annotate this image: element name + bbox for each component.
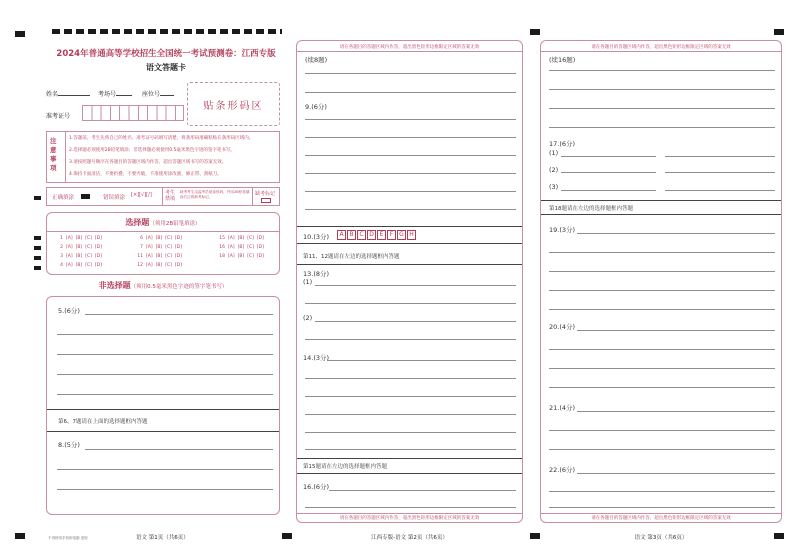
mcq-option-bubble[interactable]: [D]: [94, 236, 102, 241]
mcq-option-bubble[interactable]: [B]: [75, 254, 83, 259]
mcq-question-number: 6: [140, 236, 143, 241]
answer-line[interactable]: [561, 156, 656, 157]
answer-line[interactable]: [57, 469, 273, 470]
page3-bottom-note: 请在各题目的答题区域内作答，超出黑色矩形边框限定区域的答案无效: [591, 516, 731, 521]
answer-line[interactable]: [561, 172, 656, 173]
mcq-option-bubble[interactable]: [A]: [146, 254, 153, 259]
mcq-question-number: 4: [60, 263, 63, 268]
answer-line[interactable]: [305, 339, 516, 340]
mcq-option-bubble[interactable]: [D]: [174, 245, 182, 250]
question-13-part-2: (2): [303, 314, 313, 322]
answer-line[interactable]: [549, 387, 775, 388]
answer-line[interactable]: [315, 285, 516, 286]
option-letter-box[interactable]: A: [337, 230, 346, 240]
mcq-question-row: [55, 236, 105, 241]
mcq-option-bubble[interactable]: [B]: [237, 245, 245, 250]
timing-mark: [34, 266, 41, 270]
seat-field[interactable]: 座位号: [142, 89, 174, 98]
registration-mark: [774, 29, 784, 35]
mcq-option-bubble[interactable]: [D]: [94, 245, 102, 250]
mcq-option-bubble[interactable]: [D]: [256, 236, 264, 241]
registration-mark: [15, 31, 25, 37]
registration-mark: [530, 533, 540, 539]
option-letter-box[interactable]: C: [357, 230, 366, 240]
question-17-part-3: (3): [549, 183, 559, 191]
mcq-option-bubble[interactable]: [D]: [256, 254, 264, 259]
note-q15: 第15题请在左边的选择题框内答题: [303, 464, 387, 470]
absent-label: 考生禁填: [165, 190, 176, 202]
note-line: 1.答题前，考生先将自己的姓名、准考证号码填写清楚，将条形码准确粘贴在条形码区域内。: [69, 136, 254, 141]
question-17-label: 17.(6分): [549, 140, 576, 148]
answer-line[interactable]: [305, 191, 516, 192]
mcq-title: 选择题（须用2B铅笔填涂）: [125, 218, 201, 227]
wrong-fill-example: [×][√][/]: [131, 192, 152, 198]
question-17-part-1: (1): [549, 149, 559, 157]
answer-line[interactable]: [549, 70, 775, 71]
answer-line[interactable]: [327, 360, 516, 361]
question-19-label: 19.(3分): [549, 226, 576, 234]
question-13-label: 13.(8分): [303, 270, 330, 278]
question-8-label: 8.(5分): [58, 441, 80, 449]
answer-line[interactable]: [665, 156, 775, 157]
answer-line[interactable]: [305, 378, 516, 379]
page2-top-note: 请在各题目的答题区域内作答，超出黑色矩形边框限定区域的答案无效: [339, 45, 480, 50]
option-letter-box[interactable]: D: [367, 230, 376, 240]
mcq-option-bubble[interactable]: [C]: [165, 263, 172, 268]
answer-line[interactable]: [305, 137, 516, 138]
page-2: [296, 40, 523, 523]
mcq-option-bubble[interactable]: [A]: [66, 236, 73, 241]
mcq-question-number: 7: [140, 245, 143, 250]
answer-line[interactable]: [549, 449, 775, 450]
answer-line[interactable]: [85, 449, 273, 450]
mcq-question-row: [55, 254, 105, 259]
mcq-question-row: [55, 263, 105, 268]
answer-line[interactable]: [577, 330, 775, 331]
answer-line[interactable]: [577, 473, 775, 474]
mcq-question-row: [217, 254, 267, 259]
exam-title: 2024年普通高等学校招生全国统一考试预测卷：江西专版: [56, 49, 276, 59]
timing-mark: [34, 196, 41, 200]
registration-mark: [530, 29, 540, 35]
continued-q16: (续16题): [549, 56, 576, 64]
mcq-option-bubble[interactable]: [B]: [75, 236, 83, 241]
option-letter-box[interactable]: H: [407, 230, 416, 240]
mcq-option-bubble[interactable]: [A]: [66, 263, 73, 268]
mcq-question-number: 1: [60, 236, 63, 241]
notes-title: 注意事项: [50, 137, 57, 172]
mcq-option-bubble[interactable]: [D]: [174, 236, 182, 241]
answer-line[interactable]: [549, 491, 775, 492]
answer-line[interactable]: [57, 374, 273, 375]
question-5-label: 5.(6分): [58, 307, 80, 315]
question-17-part-2: (2): [549, 166, 559, 174]
mcq-option-bubble[interactable]: [B]: [155, 236, 163, 241]
mcq-option-bubble[interactable]: [C]: [85, 254, 92, 259]
nonmcq-title: 非选择题（须用0.5毫米黑色字迹的签字笔书写）: [98, 281, 228, 290]
page-3: [540, 40, 782, 523]
mcq-question-row: [217, 245, 267, 250]
note-q11-12: 第11、12题请在左边的选择题框内答题: [303, 254, 400, 260]
answer-line[interactable]: [57, 354, 273, 355]
answer-line[interactable]: [305, 119, 516, 120]
mcq-option-bubble[interactable]: [D]: [256, 245, 264, 250]
answer-line[interactable]: [549, 368, 775, 369]
question-9-label: 9.(6分): [305, 103, 327, 111]
answer-line[interactable]: [57, 489, 273, 490]
exam-id-grid[interactable]: [82, 105, 184, 121]
mcq-option-bubble[interactable]: [B]: [75, 245, 83, 250]
mcq-option-bubble[interactable]: [A]: [146, 245, 153, 250]
mcq-option-bubble[interactable]: [D]: [174, 263, 182, 268]
answer-line[interactable]: [549, 349, 775, 350]
mcq-question-number: 3: [60, 254, 63, 259]
mcq-option-bubble[interactable]: [C]: [165, 254, 172, 259]
option-letter-box[interactable]: E: [377, 230, 386, 240]
mcq-option-bubble[interactable]: [C]: [247, 254, 254, 259]
note-q18: 第18题请在左边的选择题框内答题: [549, 206, 633, 212]
mcq-option-bubble[interactable]: [B]: [155, 263, 163, 268]
mcq-option-bubble[interactable]: [A]: [66, 245, 73, 250]
answer-line[interactable]: [305, 449, 516, 450]
option-letter-box[interactable]: B: [347, 230, 356, 240]
mcq-option-bubble[interactable]: [A]: [228, 245, 235, 250]
note-line: 2.选择题必须使用2B铅笔填涂；非选择题必须使用0.5毫米黑色字迹的签字笔书写。: [69, 148, 235, 153]
name-field[interactable]: 姓名: [46, 89, 90, 98]
answer-line[interactable]: [305, 92, 516, 93]
notes-box: [46, 131, 280, 183]
timing-mark: [34, 256, 41, 260]
mcq-option-bubble[interactable]: [D]: [94, 263, 102, 268]
answer-line[interactable]: [315, 321, 516, 322]
mcq-question-row: [135, 236, 185, 241]
answer-line[interactable]: [305, 303, 516, 304]
answer-line[interactable]: [549, 271, 775, 272]
room-field[interactable]: 考场号: [98, 89, 132, 98]
answer-line[interactable]: [549, 108, 775, 109]
mcq-question-number: 2: [60, 245, 63, 250]
mcq-question-row: [55, 245, 105, 250]
mcq-option-bubble[interactable]: [C]: [85, 236, 92, 241]
answer-line[interactable]: [85, 314, 273, 315]
mcq-option-bubble[interactable]: [B]: [237, 254, 245, 259]
answer-line[interactable]: [57, 394, 273, 395]
answer-line[interactable]: [305, 432, 516, 433]
mcq-question-number: 18: [219, 254, 225, 259]
answer-line[interactable]: [305, 173, 516, 174]
exam-id-label: 准考证号: [46, 113, 71, 120]
wrong-fill-label: 错误填涂: [103, 195, 126, 201]
continued-q8: (续8题): [305, 56, 328, 64]
mcq-option-bubble[interactable]: [A]: [228, 236, 235, 241]
page2-bottom-note: 请在各题目的答题区域内作答，超出黑色矩形边框限定区域的答案无效: [339, 516, 480, 521]
answer-line[interactable]: [665, 172, 775, 173]
mcq-option-bubble[interactable]: [C]: [165, 245, 172, 250]
answer-line[interactable]: [549, 290, 775, 291]
answer-line[interactable]: [305, 209, 516, 210]
question-14-label: 14.(3分): [303, 354, 330, 362]
answer-line[interactable]: [577, 233, 775, 234]
mcq-question-row: [135, 245, 185, 250]
mcq-option-bubble[interactable]: [B]: [75, 263, 83, 268]
mcq-option-bubble[interactable]: [C]: [247, 245, 254, 250]
answer-line[interactable]: [549, 309, 775, 310]
answer-line[interactable]: [305, 73, 516, 74]
answer-line[interactable]: [305, 414, 516, 415]
answer-line[interactable]: [665, 190, 775, 191]
option-letter-box[interactable]: F: [387, 230, 396, 240]
answer-line[interactable]: [305, 155, 516, 156]
answer-line[interactable]: [549, 89, 775, 90]
answer-line[interactable]: [549, 507, 775, 508]
question-22-label: 22.(6分): [549, 466, 576, 474]
mcq-question-number: 11: [137, 254, 143, 259]
answer-line[interactable]: [549, 127, 775, 128]
mcq-question-row: [135, 254, 185, 259]
question-16-label: 16.(6分): [303, 483, 330, 491]
timing-marks-top: [52, 29, 282, 34]
page2-footer: 江西专版-语文 第2页（共6页）: [371, 535, 448, 541]
mcq-option-bubble[interactable]: [C]: [247, 236, 254, 241]
answer-line[interactable]: [57, 334, 273, 335]
option-letter-row: [337, 230, 417, 240]
note-q6-7: 第6、7题请在上面的选择题框内答题: [58, 419, 148, 425]
mcq-option-bubble[interactable]: [A]: [146, 236, 153, 241]
answer-line[interactable]: [549, 252, 775, 253]
mcq-question-row: [217, 236, 267, 241]
mcq-option-bubble[interactable]: [B]: [237, 236, 245, 241]
mcq-question-number: 15: [219, 236, 225, 241]
timing-mark: [34, 246, 41, 250]
mcq-panel: [46, 212, 280, 275]
mcq-option-bubble[interactable]: [D]: [174, 254, 182, 259]
answer-line[interactable]: [305, 396, 516, 397]
mcq-option-bubble[interactable]: [C]: [85, 245, 92, 250]
answer-line[interactable]: [549, 430, 775, 431]
registration-mark: [15, 533, 25, 539]
barcode-area: [187, 82, 280, 126]
mcq-option-bubble[interactable]: [B]: [155, 254, 163, 259]
mcq-option-bubble[interactable]: [A]: [146, 263, 153, 268]
mcq-option-bubble[interactable]: [C]: [165, 236, 172, 241]
answer-line[interactable]: [561, 190, 656, 191]
question-20-label: 20.(4分): [549, 323, 576, 331]
correct-fill-label: 正确填涂: [52, 195, 75, 201]
mcq-question-row: [135, 263, 185, 268]
question-21-label: 21.(4分): [549, 404, 576, 412]
mcq-option-bubble[interactable]: [D]: [94, 254, 102, 259]
absent-mark-label: 缺考标记: [255, 191, 276, 197]
absent-note: 缺考考生由监考员贴条形码，并用2B铅笔填涂右边的缺考标记。: [180, 190, 250, 199]
answer-line[interactable]: [305, 507, 516, 508]
mcq-question-number: 16: [219, 245, 225, 250]
page1-footer: 语文 第1页（共6页）: [136, 535, 189, 541]
mcq-option-bubble[interactable]: [A]: [66, 254, 73, 259]
barcode-label: 贴条形码区: [203, 100, 264, 112]
registration-mark: [282, 533, 292, 539]
card-subtitle: 语文答题卡: [146, 63, 186, 72]
answer-line[interactable]: [329, 490, 516, 491]
question-10-label: 10.(3分): [303, 233, 330, 241]
fill-example-box: [46, 187, 280, 206]
mcq-option-bubble[interactable]: [C]: [85, 263, 92, 268]
option-letter-box[interactable]: G: [397, 230, 406, 240]
question-13-part-1: (1): [303, 278, 313, 286]
mcq-question-number: 12: [137, 263, 143, 268]
page3-footer: 语文 第3页（共6页）: [634, 535, 688, 541]
mcq-option-bubble[interactable]: [B]: [155, 245, 163, 250]
page1-answer-panel: [46, 296, 280, 515]
page1-footer-left: 不得使用手机和电脑 违规: [48, 536, 88, 540]
note-line: 4.保持卡面清洁，不要折叠、不要弄破，不准使用涂改液、修正带、刮纸刀。: [69, 172, 222, 177]
answer-line[interactable]: [577, 411, 775, 412]
page3-top-note: 请在各题目的答题区域内作答，超出黑色矩形边框限定区域的答案无效: [591, 45, 731, 50]
timing-mark: [34, 236, 41, 240]
note-line: 3.请按照题号顺序在各题目的答题区域内作答，超出答题区域书写的答案无效。: [69, 160, 227, 165]
mcq-option-bubble[interactable]: [A]: [228, 254, 235, 259]
absent-mark-box[interactable]: [261, 198, 271, 203]
correct-fill-example: [81, 194, 90, 199]
